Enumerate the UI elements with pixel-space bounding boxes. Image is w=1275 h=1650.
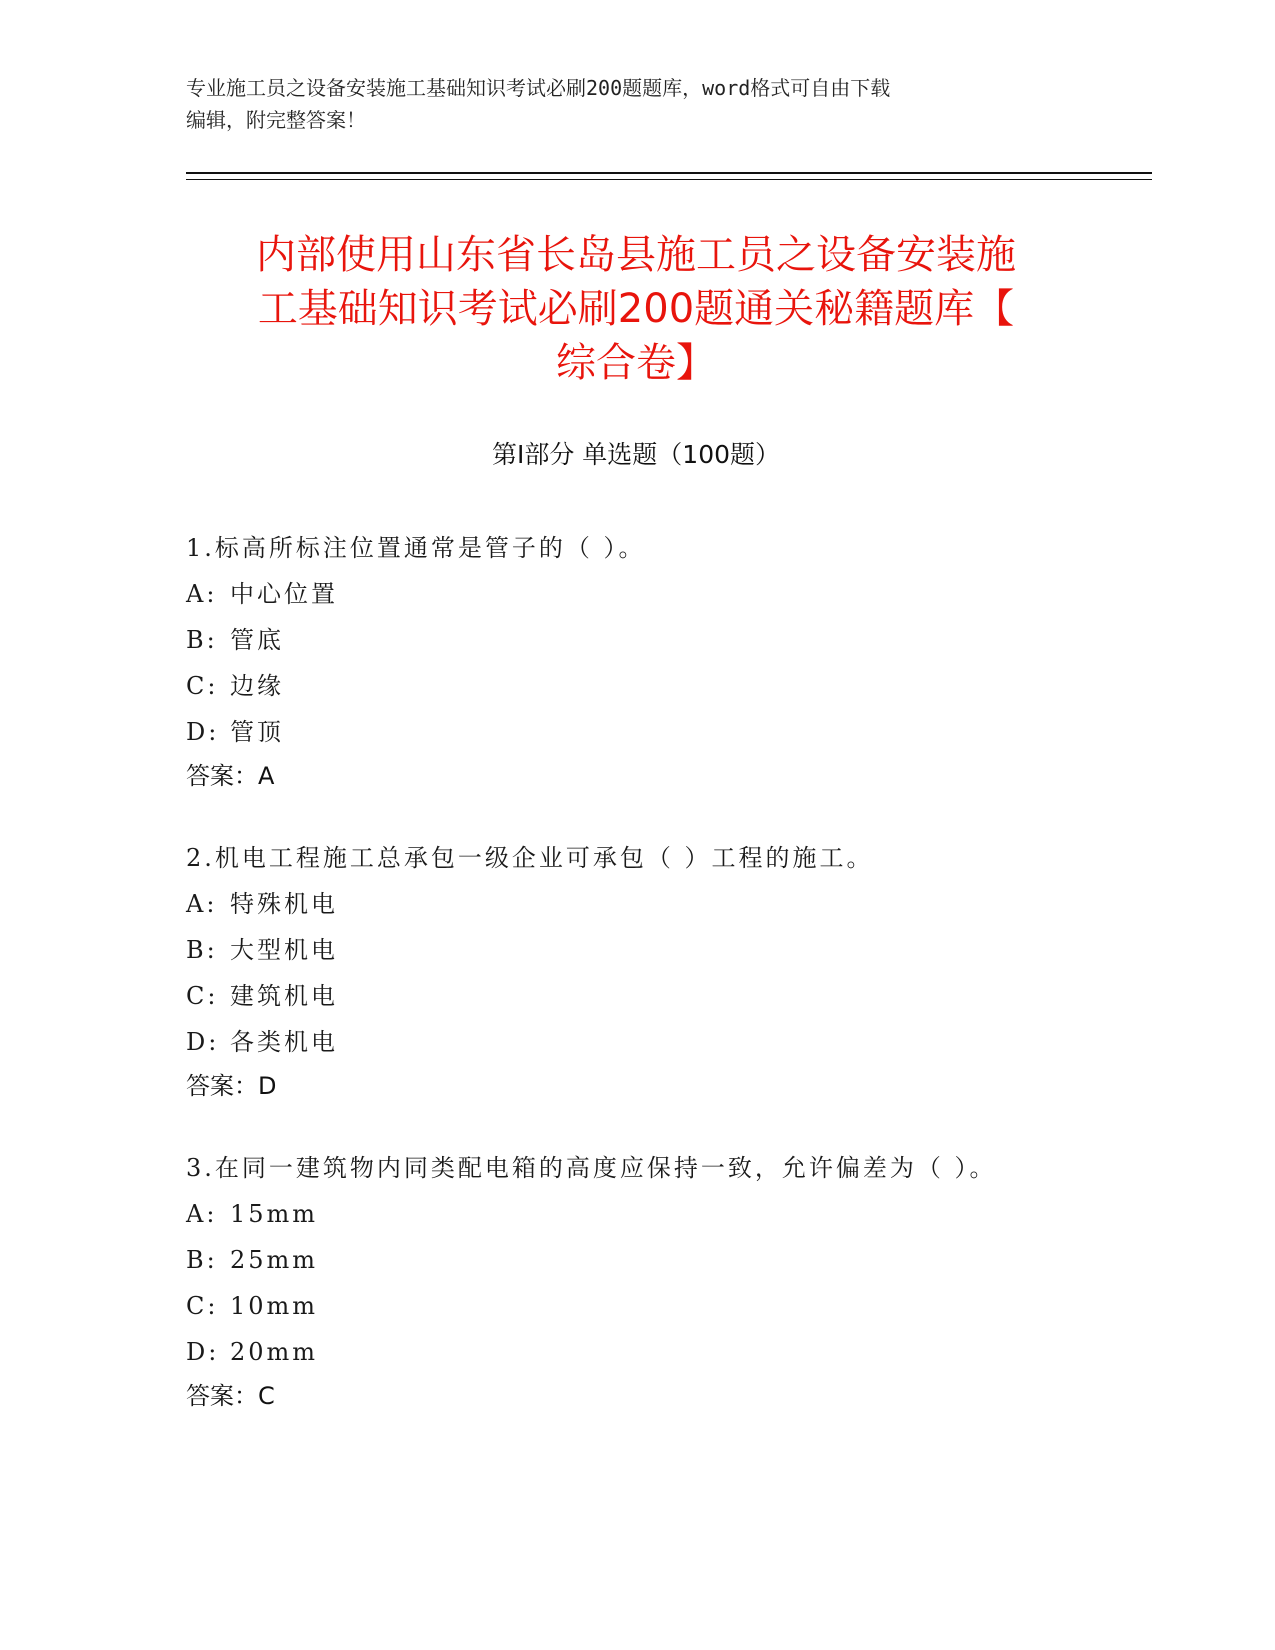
option-text: 10mm bbox=[230, 1292, 319, 1320]
question-answer bbox=[186, 1370, 1152, 1414]
option-letter: D: bbox=[186, 1028, 220, 1056]
question-option-c bbox=[186, 1278, 1152, 1324]
option-letter: B: bbox=[186, 936, 218, 964]
answer-value: C bbox=[258, 1382, 275, 1410]
question-item bbox=[186, 1150, 1152, 1414]
option-letter: C: bbox=[186, 672, 219, 700]
answer-prefix: 答案： bbox=[186, 1382, 258, 1410]
option-text: 管顶 bbox=[230, 718, 284, 746]
question-item bbox=[186, 530, 1152, 794]
option-text: 大型机电 bbox=[230, 936, 338, 964]
question-list bbox=[186, 530, 1152, 1460]
option-text: 各类机电 bbox=[230, 1028, 338, 1056]
option-text: 管底 bbox=[230, 626, 284, 654]
header-note-line-2: 编辑，附完整答案！ bbox=[186, 108, 366, 132]
answer-value: D bbox=[258, 1072, 277, 1100]
option-text: 25mm bbox=[230, 1246, 319, 1274]
option-text: 边缘 bbox=[230, 672, 284, 700]
section-title: 第Ⅰ部分 单选题（100题） bbox=[491, 440, 781, 469]
option-text: 特殊机电 bbox=[230, 890, 338, 918]
option-letter: B: bbox=[186, 1246, 218, 1274]
question-stem: 2.机电工程施工总承包一级企业可承包（ ）工程的施工。 bbox=[186, 844, 874, 872]
option-letter: A: bbox=[186, 1200, 218, 1228]
question-option-c bbox=[186, 658, 1152, 704]
question-option-b bbox=[186, 612, 1152, 658]
question-answer bbox=[186, 750, 1152, 794]
answer-value: A bbox=[258, 762, 275, 790]
option-text: 建筑机电 bbox=[230, 982, 338, 1010]
question-stem: 1.标高所标注位置通常是管子的（ ）。 bbox=[186, 534, 646, 562]
option-letter: D: bbox=[186, 718, 220, 746]
question-option-d bbox=[186, 1014, 1152, 1060]
question-answer bbox=[186, 1060, 1152, 1104]
document-title-line-1: 内部使用山东省长岛县施工员之设备安装施 bbox=[256, 232, 1016, 278]
answer-prefix: 答案： bbox=[186, 1072, 258, 1100]
question-option-d bbox=[186, 1324, 1152, 1370]
option-letter: D: bbox=[186, 1338, 220, 1366]
question-option-a bbox=[186, 566, 1152, 612]
header-rule-thick bbox=[186, 172, 1152, 174]
option-letter: C: bbox=[186, 1292, 219, 1320]
question-option-b bbox=[186, 922, 1152, 968]
header-note-line-1: 专业施工员之设备安装施工基础知识考试必刷200题题库，word格式可自由下载 bbox=[186, 76, 891, 100]
document-title-line-3: 综合卷】 bbox=[556, 340, 716, 386]
option-text: 20mm bbox=[230, 1338, 319, 1366]
question-option-c bbox=[186, 968, 1152, 1014]
question-option-a bbox=[186, 876, 1152, 922]
option-text: 中心位置 bbox=[230, 580, 338, 608]
option-letter: A: bbox=[186, 890, 218, 918]
option-letter: B: bbox=[186, 626, 218, 654]
question-option-d bbox=[186, 704, 1152, 750]
document-title-line-2: 工基础知识考试必刷200题通关秘籍题库【 bbox=[257, 286, 1015, 332]
document-title bbox=[186, 228, 1086, 390]
question-item bbox=[186, 840, 1152, 1104]
option-letter: C: bbox=[186, 982, 219, 1010]
answer-prefix: 答案： bbox=[186, 762, 258, 790]
header-note bbox=[186, 72, 1086, 136]
header-rule-thin bbox=[186, 179, 1152, 180]
question-option-a bbox=[186, 1186, 1152, 1232]
question-option-b bbox=[186, 1232, 1152, 1278]
question-stem: 3.在同一建筑物内同类配电箱的高度应保持一致，允许偏差为（ ）。 bbox=[186, 1154, 997, 1182]
option-letter: A: bbox=[186, 580, 218, 608]
option-text: 15mm bbox=[230, 1200, 319, 1228]
